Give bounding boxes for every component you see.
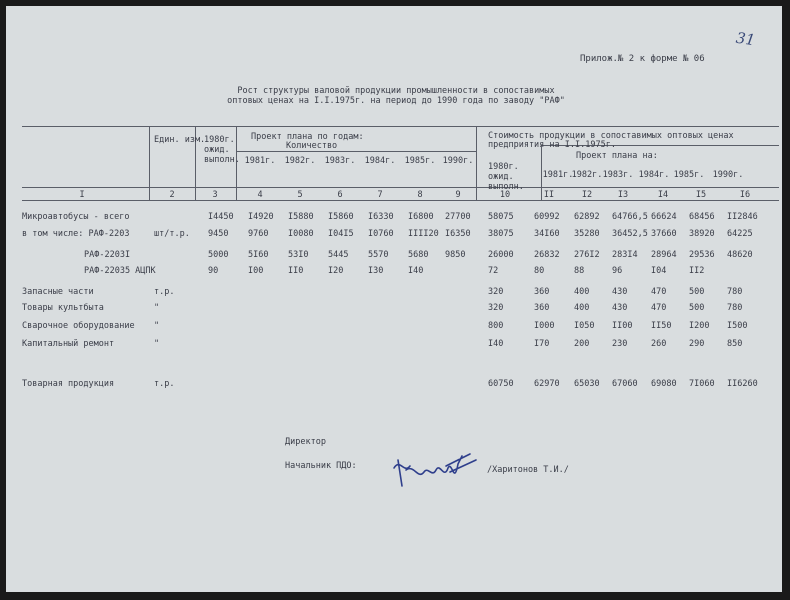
- header-qty-group-l1: Проект плана по годам:: [251, 132, 364, 142]
- table-cell: 27700: [445, 212, 471, 222]
- row-label: Капитальный ремонт: [22, 339, 115, 349]
- row-unit: ": [154, 321, 160, 331]
- header-value-1980-l3: выполн.: [488, 182, 524, 192]
- column-number: 10: [499, 190, 511, 200]
- column-number: 3: [212, 190, 218, 200]
- table-cell: 7I060: [689, 379, 715, 389]
- table-cell: 290: [689, 339, 705, 349]
- column-number: 8: [417, 190, 423, 200]
- column-number: 9: [455, 190, 461, 200]
- header-value-plan: Проект плана на:: [576, 151, 658, 161]
- table-cell: 68456: [689, 212, 715, 222]
- header-qty-year: 1984г.: [364, 156, 396, 166]
- row-label: Микроавтобусы - всего: [22, 212, 130, 222]
- row-label: РАФ-2203I: [84, 250, 131, 260]
- column-number: 4: [257, 190, 263, 200]
- table-cell: I5860: [328, 212, 354, 222]
- row-unit: т.р.: [154, 379, 175, 389]
- table-cell: 260: [651, 339, 667, 349]
- header-qty-year: 1981г.: [244, 156, 276, 166]
- table-cell: 400: [574, 303, 590, 313]
- header-1980-l3: выполн.: [204, 155, 240, 165]
- table-cell: 72: [488, 266, 499, 276]
- column-number: I5: [695, 190, 707, 200]
- column-number: 5: [297, 190, 303, 200]
- table-cell: II2: [689, 266, 705, 276]
- table-cell: I00: [248, 266, 264, 276]
- table-cell: 780: [727, 287, 743, 297]
- table-cell: II50: [651, 321, 672, 331]
- table-cell: 780: [727, 303, 743, 313]
- table-cell: 26832: [534, 250, 560, 260]
- row-unit: шт/т.р.: [154, 229, 190, 239]
- table-cell: II00: [612, 321, 633, 331]
- table-cell: 96: [612, 266, 623, 276]
- table-cell: IIII20: [408, 229, 439, 239]
- director-label: Директор: [285, 437, 326, 447]
- table-cell: 48620: [727, 250, 753, 260]
- table-cell: 80: [534, 266, 545, 276]
- table-cell: 5570: [368, 250, 389, 260]
- signature: [388, 446, 482, 494]
- document-title-line1: Рост структуры валовой продукции промышленности в сопоставимых: [237, 86, 555, 96]
- column-number: 6: [337, 190, 343, 200]
- table-cell: 29536: [689, 250, 715, 260]
- table-cell: I0760: [368, 229, 394, 239]
- header-1980-l1: 1980г.: [204, 135, 235, 145]
- column-number: II: [543, 190, 555, 200]
- table-cell: I0080: [288, 229, 314, 239]
- header-1980-l2: ожид.: [204, 145, 230, 155]
- table-cell: 5445: [328, 250, 349, 260]
- table-cell: 360: [534, 303, 550, 313]
- header-qty-group-l2: Количество: [286, 141, 338, 151]
- table-cell: 38920: [689, 229, 715, 239]
- table-cell: 64225: [727, 229, 753, 239]
- header-value-year: 1981г.: [542, 170, 574, 180]
- table-cell: 35280: [574, 229, 600, 239]
- table-cell: 67060: [612, 379, 638, 389]
- table-cell: 69080: [651, 379, 677, 389]
- table-cell: 28964: [651, 250, 677, 260]
- table-cell: I70: [534, 339, 550, 349]
- row-label: в том числе: РАФ-2203: [22, 229, 130, 239]
- table-cell: 58075: [488, 212, 514, 222]
- header-value-year: 1990г.: [712, 170, 744, 180]
- table-cell: 34I60: [534, 229, 560, 239]
- column-number: 7: [377, 190, 383, 200]
- table-cell: 62970: [534, 379, 560, 389]
- header-value-year: 1984г.: [638, 170, 670, 180]
- col-divider-name: [149, 126, 150, 200]
- table-cell: 470: [651, 287, 667, 297]
- header-value-year: 1982г.: [571, 170, 603, 180]
- table-cell: 200: [574, 339, 590, 349]
- signatory-name: /Харитонов Т.И./: [487, 465, 569, 475]
- header-value-year: 1983г.: [602, 170, 634, 180]
- table-cell: 850: [727, 339, 743, 349]
- table-cell: II6260: [727, 379, 758, 389]
- table-cell: 320: [488, 287, 504, 297]
- header-qty-year: 1982г.: [284, 156, 316, 166]
- column-number: I: [79, 190, 85, 200]
- table-cell: I40: [488, 339, 504, 349]
- table-cell: I500: [727, 321, 748, 331]
- header-value-1980-l1: 1980г.: [488, 162, 519, 172]
- table-cell: I30: [368, 266, 384, 276]
- table-cell: 64766,5: [612, 212, 648, 222]
- table-cell: 5680: [408, 250, 429, 260]
- row-label: Сварочное оборудование: [22, 321, 135, 331]
- table-cell: I6330: [368, 212, 394, 222]
- pdo-head-label: Начальник ПДО:: [285, 461, 357, 471]
- table-cell: 62892: [574, 212, 600, 222]
- table-cell: I20: [328, 266, 344, 276]
- header-qty-year: 1990г.: [442, 156, 474, 166]
- header-qty-year: 1983г.: [324, 156, 356, 166]
- table-cell: 800: [488, 321, 504, 331]
- table-cell: I4450: [208, 212, 234, 222]
- qty-subheader-rule: [236, 151, 476, 152]
- table-cell: I5880: [288, 212, 314, 222]
- table-cell: 37660: [651, 229, 677, 239]
- document-page: [6, 6, 782, 592]
- col-divider-qty: [476, 126, 477, 200]
- header-value-year: 1985г.: [673, 170, 705, 180]
- table-top-rule: [22, 126, 779, 127]
- table-cell: II2846: [727, 212, 758, 222]
- row-label: Товарная продукция: [22, 379, 115, 389]
- column-number: I6: [739, 190, 751, 200]
- table-cell: 9850: [445, 250, 466, 260]
- table-cell: I6800: [408, 212, 434, 222]
- table-cell: 400: [574, 287, 590, 297]
- table-cell: 500: [689, 287, 705, 297]
- row-label: Товары культбыта: [22, 303, 104, 313]
- document-title-line2: оптовых ценах на I.I.1975г. на период до 1990 года по заводу "РАФ": [227, 96, 565, 106]
- page-number: 31: [734, 28, 757, 50]
- row-label: Запасные части: [22, 287, 94, 297]
- table-cell: 320: [488, 303, 504, 313]
- column-number: I4: [657, 190, 669, 200]
- header-unit: Един. изм.: [154, 135, 206, 145]
- table-cell: 276I2: [574, 250, 600, 260]
- table-cell: I40: [408, 266, 424, 276]
- header-bottom-rule: [22, 187, 779, 188]
- table-cell: I4920: [248, 212, 274, 222]
- table-cell: 65030: [574, 379, 600, 389]
- table-cell: I050: [574, 321, 595, 331]
- header-qty-year: 1985г.: [404, 156, 436, 166]
- annex-label: Прилож.№ 2 к форме № 06: [580, 54, 705, 64]
- header-value-group-l2: предприятия на I.I.1975г.: [488, 140, 616, 150]
- table-cell: 88: [574, 266, 585, 276]
- column-number: 2: [169, 190, 175, 200]
- table-cell: 36452,5: [612, 229, 648, 239]
- table-cell: 430: [612, 287, 628, 297]
- table-cell: 283I4: [612, 250, 638, 260]
- table-cell: 5000: [208, 250, 229, 260]
- column-number: I2: [581, 190, 593, 200]
- table-cell: 9760: [248, 229, 269, 239]
- row-unit: ": [154, 303, 160, 313]
- row-unit: ": [154, 339, 160, 349]
- colnum-bottom-rule: [22, 200, 779, 201]
- header-value-1980-l2: ожид.: [488, 172, 514, 182]
- table-cell: II0: [288, 266, 304, 276]
- table-cell: I200: [689, 321, 710, 331]
- table-cell: 470: [651, 303, 667, 313]
- table-cell: 38075: [488, 229, 514, 239]
- table-cell: I6350: [445, 229, 471, 239]
- table-cell: 60750: [488, 379, 514, 389]
- table-cell: 53I0: [288, 250, 309, 260]
- table-cell: 60992: [534, 212, 560, 222]
- table-cell: 5I60: [248, 250, 269, 260]
- table-cell: 66624: [651, 212, 677, 222]
- table-cell: I000: [534, 321, 555, 331]
- row-unit: т.р.: [154, 287, 175, 297]
- table-cell: I04: [651, 266, 667, 276]
- table-cell: 230: [612, 339, 628, 349]
- table-cell: 360: [534, 287, 550, 297]
- row-label: РАФ-22035 АЦПК: [84, 266, 156, 276]
- table-cell: 9450: [208, 229, 229, 239]
- table-cell: 430: [612, 303, 628, 313]
- header-value-group-l1: Стоимость продукции в сопоставимых оптовых ценах: [488, 131, 734, 141]
- table-cell: 90: [208, 266, 219, 276]
- table-cell: 26000: [488, 250, 514, 260]
- column-number: I3: [617, 190, 629, 200]
- table-cell: 500: [689, 303, 705, 313]
- table-cell: I04I5: [328, 229, 354, 239]
